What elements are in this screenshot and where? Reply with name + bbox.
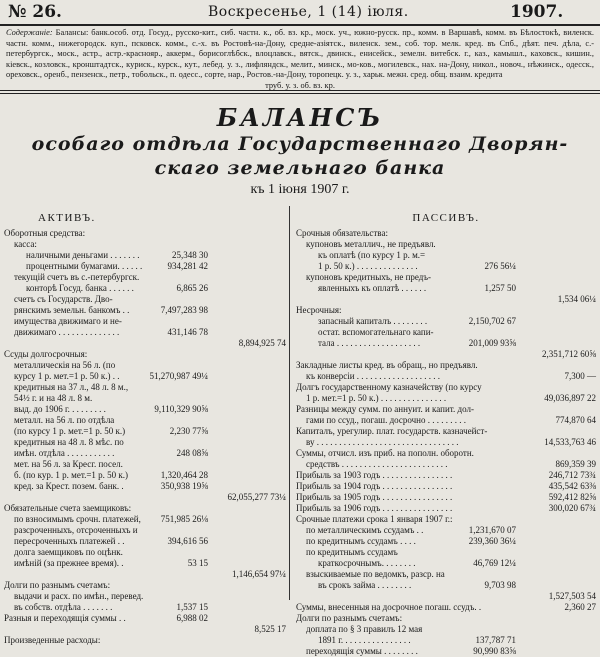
aktiv-row (4, 448, 286, 459)
passiv-row (296, 503, 596, 514)
aktiv-row-label: Разныя и переходящія суммы . . (4, 613, 126, 623)
aktiv-row-label: кредитныя на 48 л. 8 мѣс. по (14, 437, 124, 447)
passiv-row-label: переходящія суммы . . . . . . . . (306, 646, 418, 656)
aktiv-row-amount: 1,320,464 28 (160, 470, 208, 480)
aktiv-row (4, 382, 286, 393)
passiv-row (296, 305, 596, 316)
aktiv-row-label: курсу 1 р. мет.=1 р. 50 к.) . . (14, 371, 120, 381)
passiv-row-label: Капиталъ, урегулир. плат. государств. казначейст- (296, 426, 488, 436)
aktiv-row (4, 426, 286, 437)
aktiv-row-label: мет. на 56 л. за Кресг. посел. (14, 459, 123, 469)
aktiv-row-label: (по курсу 1 р. мет.=1 р. 50 к.) (14, 426, 126, 436)
passiv-row (296, 371, 596, 382)
contents-text: Балансы: банк.особ. отд. Госуд., русско-кит., сиб. частн. к., об. вз. кр., моск. уч., южно-русск. пр., комм. в Варшавѣ, комм. въ Бѣлостокѣ, виленск. частн. комм., нижегородск. куп., псковск. комм., с.-х. въ Ростовѣ-на-Дону, средне-азіятск., виленск. зем., соб. тор. мелк. кред. въ Спб., дѣят. печ. дѣла, с.-петербургск., моск., астр., астр.-краснояр., аккерм., борисоглѣбск., влоцлавск., вятск., двинск., енисейск., земелн. витебск. г., каз., камышл., каховск., кишин., кіевск., козловск., кронштадтск., куриск., курск., кут., лебед. у. з., лифляндск., мелит., минск., мо-ков., могилевск., нах. на-Дону, никол., новоч., нѣжинск., одесск., ореховск., оренб., пензенск., петр., тобольск., п. одесс., сорте, нар., Ростов.-на-Дону, торопецк. у. з., харьк. межн. сред. общ. взаим. кредита (6, 28, 594, 80)
passiv-row (296, 415, 596, 426)
aktiv-row-amount: 1,537 15 (176, 602, 208, 612)
aktiv-row-label: кредитныя на 37 л., 48 л. 8 м., (14, 382, 129, 392)
passiv-row-label: 1 р. мет.=1 р. 50 к.) . . . . . . . . . . . . . . . (306, 393, 447, 403)
aktiv-row-amount: 248 08⅝ (176, 448, 208, 458)
passiv-row (296, 338, 596, 349)
passiv-row-amount: 2,150,702 67 (468, 316, 516, 326)
aktiv-row-label: имѣн. отдѣла . . . . . . . . . . . (14, 448, 115, 458)
title-line-3: скаго земельнаго банка (154, 157, 446, 179)
aktiv-row-amount: 6,988 02 (176, 613, 208, 623)
passiv-row-label: остат. вспомогательнаго капи- (318, 327, 434, 337)
passiv-row (296, 426, 596, 437)
passiv-row (296, 360, 596, 371)
aktiv-row (4, 602, 286, 613)
passiv-row (296, 327, 596, 338)
page-header (0, 0, 600, 24)
aktiv-row-amount: 53 15 (187, 558, 208, 568)
aktiv-row (4, 470, 286, 481)
passiv-row-label: Прибыль за 1906 годъ . . . . . . . . . . . . . . . . (296, 503, 453, 513)
passiv-row-label: 1 р. 50 к.) . . . . . . . . . . . . . . (318, 261, 418, 271)
aktiv-row-label: Долги по разнымъ счетамъ: (4, 580, 111, 590)
aktiv-row-label: Обязательные счета заемщиковъ: (4, 503, 132, 513)
passiv-row-amount: 869,359 39 (555, 459, 596, 469)
passiv-row-label: по металлическимъ ссудамъ . . (306, 525, 424, 535)
passiv-row (296, 602, 596, 613)
passiv-row (296, 437, 596, 448)
aktiv-row-label: движимаго . . . . . . . . . . . . . . (14, 327, 120, 337)
passiv-row-amount: 435,542 63⅜ (548, 481, 596, 491)
aktiv-row-label: выд. до 1906 г. . . . . . . . . (14, 404, 106, 414)
aktiv-row-amount: 51,270,987 49¼ (149, 371, 208, 381)
aktiv-row-amount: 431,146 78 (167, 327, 208, 337)
passiv-row (296, 228, 596, 239)
aktiv-row (4, 316, 286, 327)
aktiv-row-label: кред. за Крест. позем. банк. . (14, 481, 124, 491)
aktiv-row (4, 371, 286, 382)
passiv-row-label: гами по ссуд., погаш. досрочно . . . . . . . . . (306, 415, 466, 425)
aktiv-row-label: Ссуды долгосрочныя: (4, 349, 88, 359)
passiv-row-amount: 1,534 06¼ (557, 294, 596, 304)
passiv-row-amount: 2,360 27 (564, 602, 596, 612)
aktiv-row (4, 569, 286, 580)
passiv-row-amount: 9,703 98 (484, 580, 516, 590)
passiv-rows (296, 228, 596, 657)
aktiv-row-label: долга заемщиковъ по оцѣнк. (14, 547, 123, 557)
passiv-row-label: Срочныя обязательства: (296, 228, 388, 238)
aktiv-row-label: наличными деньгами . . . . . . . (26, 250, 140, 260)
passiv-row-label: Прибыль за 1903 годъ . . . . . . . . . . . . . . . . (296, 470, 453, 480)
passiv-row-amount: 7,300 — (564, 371, 596, 381)
passiv-row (296, 492, 596, 503)
aktiv-row-amount: 62,055,277 73¼ (227, 492, 286, 502)
aktiv-row (4, 250, 286, 261)
passiv-row-label: Долги по разнымъ счетамъ: (296, 613, 403, 623)
title-line-1: БАЛАНСЪ (216, 103, 384, 132)
aktiv-row (4, 338, 286, 349)
passiv-row-label: въ срокъ займа . . . . . . . . (318, 580, 412, 590)
aktiv-row-label: металлическія на 56 л. (по (14, 360, 116, 370)
passiv-row-amount: 774,870 64 (555, 415, 596, 425)
passiv-row-amount: 201,009 93⅝ (468, 338, 516, 348)
aktiv-row-amount: 25,348 30 (172, 250, 208, 260)
passiv-row (296, 239, 596, 250)
aktiv-row-label: касса: (14, 239, 37, 249)
aktiv-row-label: имущества движимаго и не- (14, 316, 122, 326)
aktiv-row-label: въ собств. отдѣла . . . . . . . (14, 602, 113, 612)
aktiv-row-label: процентными бумагами. . . . . . (26, 261, 143, 271)
passiv-row (296, 272, 596, 283)
passiv-row-label: Срочные платежи срока 1 января 1907 г.: (296, 514, 453, 524)
passiv-row-label: Прибыль за 1905 годъ . . . . . . . . . . . . . . . . (296, 492, 453, 502)
passiv-row-amount: 137,787 71 (475, 635, 516, 645)
passiv-row-label: запасный капиталъ . . . . . . . . (318, 316, 428, 326)
aktiv-row-amount: 394,616 56 (167, 536, 208, 546)
issue-year: 1907. (510, 2, 564, 22)
passiv-row (296, 580, 596, 591)
aktiv-row-label: текущій счетъ въ с.-петербургск. (14, 272, 140, 282)
contents-rule (0, 90, 600, 91)
aktiv-row (4, 360, 286, 371)
aktiv-row-label: разсроченныхъ, отсроченныхъ и (14, 525, 138, 535)
aktiv-rows (4, 228, 286, 646)
passiv-row-label: взыскиваемые по ведомкъ, разср. на (306, 569, 445, 579)
aktiv-row (4, 228, 286, 239)
passiv-row (296, 635, 596, 646)
aktiv-row (4, 481, 286, 492)
issue-number: № 26. (8, 2, 62, 22)
passiv-row-amount: 1,257 50 (484, 283, 516, 293)
aktiv-row-amount: 7,497,283 98 (160, 305, 208, 315)
passiv-row-label: средствъ . . . . . . . . . . . . . . . . . . . . . . . . (306, 459, 448, 469)
aktiv-row (4, 437, 286, 448)
passiv-row (296, 569, 596, 580)
passiv-row (296, 316, 596, 327)
contents-summary (6, 28, 594, 92)
aktiv-column (4, 212, 286, 645)
passiv-row (296, 470, 596, 481)
passiv-row (296, 349, 596, 360)
aktiv-row-amount: 9,110,329 90⅝ (154, 404, 208, 414)
aktiv-row (4, 283, 286, 294)
aktiv-row-label: Произведенные расходы: (4, 635, 101, 645)
aktiv-row (4, 349, 286, 360)
aktiv-row (4, 503, 286, 514)
aktiv-row (4, 415, 286, 426)
passiv-row (296, 250, 596, 261)
passiv-row-label: Прибыль за 1904 годъ . . . . . . . . . . . . . . . . (296, 481, 453, 491)
aktiv-row (4, 272, 286, 283)
aktiv-row (4, 536, 286, 547)
aktiv-row-label: Оборотныя средства: (4, 228, 86, 238)
passiv-row (296, 393, 596, 404)
aktiv-row (4, 305, 286, 316)
aktiv-row (4, 327, 286, 338)
passiv-row (296, 294, 596, 305)
passiv-row (296, 525, 596, 536)
aktiv-row (4, 393, 286, 404)
aktiv-row-label: металл. на 56 л. по отдѣла (14, 415, 115, 425)
passiv-row (296, 547, 596, 558)
passiv-row-amount: 276 56¼ (484, 261, 516, 271)
aktiv-row-label: пересроченныхъ платежей . . (14, 536, 125, 546)
aktiv-row (4, 294, 286, 305)
aktiv-row-amount: 6,865 26 (176, 283, 208, 293)
aktiv-row-label: б. (по кур. 1 р. мет.=1 р. 50 к.) (14, 470, 129, 480)
passiv-row-label: Суммы, внесенныя на досрочное погаш. ссудъ. . (296, 602, 482, 612)
aktiv-row (4, 613, 286, 624)
title-date: къ 1 іюня 1907 г. (250, 182, 350, 197)
aktiv-row-amount: 8,525 17 (254, 624, 286, 634)
passiv-row-label: Долгъ государственному казначейству (по курсу (296, 382, 482, 392)
passiv-row-label: ву . . . . . . . . . . . . . . . . . . . . . . . . . . . . . . . . (306, 437, 459, 447)
passiv-row-amount: 1,231,670 07 (468, 525, 516, 535)
aktiv-row (4, 580, 286, 591)
aktiv-row-label: рянскимъ земельн. банкомъ . . (14, 305, 130, 315)
passiv-row-label: купоновъ металлич., не предъявл. (306, 239, 436, 249)
column-divider (289, 206, 290, 600)
passiv-row-label: по кредитнымъ ссудамъ (306, 547, 398, 557)
passiv-row (296, 404, 596, 415)
aktiv-row (4, 591, 286, 602)
aktiv-row (4, 239, 286, 250)
passiv-row (296, 624, 596, 635)
aktiv-row-amount: 350,938 19⅝ (160, 481, 208, 491)
contents-last-line: труб. у. з. об. вз. кр. (265, 80, 335, 90)
passiv-column (296, 212, 596, 656)
aktiv-row (4, 261, 286, 272)
issue-date: Воскресенье, 1 (14) іюля. (208, 4, 409, 20)
passiv-row-amount: 14,533,763 46 (544, 437, 596, 447)
passiv-row-amount: 90,990 83⅝ (473, 646, 516, 656)
passiv-row (296, 382, 596, 393)
passiv-row (296, 536, 596, 547)
aktiv-row-amount: 1,146,654 97¼ (232, 569, 286, 579)
passiv-row (296, 591, 596, 602)
aktiv-row (4, 404, 286, 415)
passiv-row-label: Несрочныя: (296, 305, 342, 315)
aktiv-row (4, 459, 286, 470)
passiv-row-label: доплата по § 3 правилъ 12 мая (306, 624, 423, 634)
passiv-row-label: тала . . . . . . . . . . . . . . . . . . . (318, 338, 421, 348)
aktiv-row-amount: 8,894,925 74 (238, 338, 286, 348)
aktiv-row-amount: 934,281 42 (167, 261, 208, 271)
passiv-row-amount: 46,769 12¼ (473, 558, 516, 568)
aktiv-row-label: 54½ г. и на 48 л. 8 м. (14, 393, 93, 403)
aktiv-heading: АКТИВЪ. (38, 212, 96, 224)
aktiv-row-amount: 751,985 26⅛ (160, 514, 208, 524)
aktiv-row-amount: 2,230 77⅝ (169, 426, 208, 436)
aktiv-row (4, 514, 286, 525)
passiv-row-amount: 1,527,503 54 (548, 591, 596, 601)
passiv-row (296, 514, 596, 525)
passiv-row-label: къ оплатѣ (по курсу 1 р. м.= (318, 250, 426, 260)
passiv-row (296, 261, 596, 272)
aktiv-row-label: счетъ съ Государств. Дво- (14, 294, 113, 304)
aktiv-row-label: имѣній (за прежнее время). . (14, 558, 124, 568)
passiv-row-label: купоновъ кредитныхъ, не предъ- (306, 272, 432, 282)
passiv-row (296, 481, 596, 492)
contents-lead: Содержаніе: (6, 28, 53, 37)
passiv-row-label: явленныхъ къ оплатѣ . . . . . . (318, 283, 427, 293)
aktiv-row (4, 624, 286, 635)
passiv-row-amount: 49,036,897 22 (544, 393, 596, 403)
aktiv-row (4, 635, 286, 646)
passiv-row-amount: 2,351,712 60⅝ (542, 349, 596, 359)
title-line-2: особаго отдѣла Государственнаго Дворян- (31, 133, 569, 155)
passiv-row-amount: 592,412 82⅝ (548, 492, 596, 502)
passiv-row-label: краткосрочнымъ. . . . . . . . (318, 558, 416, 568)
passiv-row (296, 558, 596, 569)
passiv-row-label: къ конверсіи . . . . . . . . . . . . . . . . . . . (306, 371, 441, 381)
passiv-row (296, 448, 596, 459)
passiv-row-amount: 300,020 67¾ (548, 503, 596, 513)
passiv-row-amount: 246,712 73¾ (548, 470, 596, 480)
passiv-row-label: Суммы, отчисл. изъ приб. на пополн. оборотн. (296, 448, 474, 458)
aktiv-row (4, 547, 286, 558)
aktiv-row (4, 492, 286, 503)
aktiv-row-label: по взносимымъ срочн. платежей, (14, 514, 141, 524)
passiv-heading: ПАССИВЪ. (412, 212, 480, 224)
passiv-row (296, 613, 596, 624)
passiv-row-amount: 239,360 36¼ (468, 536, 516, 546)
aktiv-row-label: конторѣ Госуд. банка . . . . . . (26, 283, 134, 293)
passiv-row (296, 646, 596, 657)
passiv-row-label: Закладные листы кред. въ обращ., но предъявл. (296, 360, 478, 370)
aktiv-row (4, 525, 286, 536)
aktiv-row (4, 558, 286, 569)
passiv-row-label: по кредитнымъ ссудамъ . . . . (306, 536, 416, 546)
passiv-row (296, 459, 596, 470)
header-rule (0, 24, 600, 26)
passiv-row-label: Разницы между сумм. по аннуит. и капит. дол- (296, 404, 474, 414)
contents-rule-2 (0, 93, 600, 94)
aktiv-row-label: выдачи и расх. по имѣн., перевед. (14, 591, 144, 601)
passiv-row (296, 283, 596, 294)
passiv-row-label: 1891 г. . . . . . . . . . . . . . . . (318, 635, 411, 645)
